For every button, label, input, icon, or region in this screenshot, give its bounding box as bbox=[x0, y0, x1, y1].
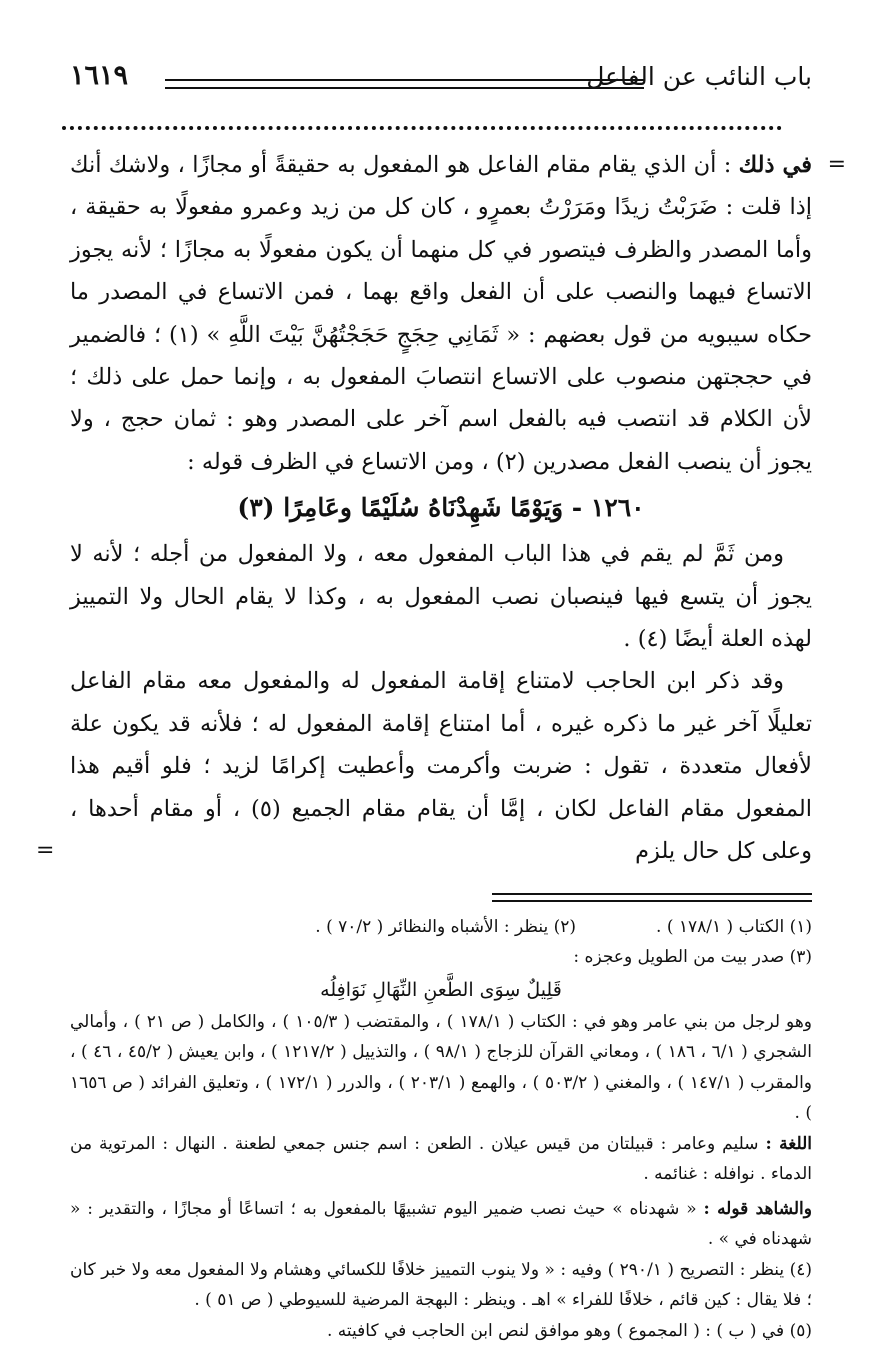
footnote-3-language bbox=[70, 1129, 812, 1190]
lead-phrase: في ذلك bbox=[738, 152, 812, 178]
dotted-separator bbox=[62, 126, 782, 130]
book-page bbox=[36, 60, 846, 1346]
footnote-separator bbox=[492, 893, 812, 902]
paragraph-3 bbox=[36, 660, 812, 872]
chapter-title: باب النائب عن الفاعل bbox=[586, 62, 812, 91]
footnote-3-sources: وهو لرجل من بني عامر وهو في : الكتاب ( ١٧٨/١ ) ، والمقتضب ( ١٠٥/٣ ) ، والكامل ( ص ٢١ ) ، وأمالي الشجري ( ٦/١ ، ١٨٦ ) ، ومعاني القرآن للزجاج ( ٩٨/١ ) ، والتذييل ( ١٢١٧/٢ ) ، وابن يعيش ( ٤٥/٢ ، ٤٦ ) ، والمقرب ( ١٤٧/١ ) ، والمغني ( ٥٠٣/٢ ) ، والهمع ( ٢٠٣/١ ) ، والدرر ( ١٧٢/١ ) ، وتعليق الفرائد ( ص ١٦٥٦ ) . bbox=[70, 1011, 812, 1123]
footnote-3-shahid bbox=[70, 1194, 812, 1255]
paragraph-1-text: : أن الذي يقام مقام الفاعل هو المفعول به حقيقةً أو مجازًا ، ولاشك أنك إذا قلت : ضَرَبْتُ زيدًا ومَرَرْتُ بعمرٍو ، كان كل من زيد وعمرو مفعولًا به حقيقة ، وأما المصدر والظرف فيتصور في كل منهما أن يكون مفعولًا به مجازًا ؛ لأنه يجوز الاتساع فيهما والنصب على أن الفعل واقع بهما ، فمن الاتساع في المصدر ما حكاه سيبويه من قول بعضهم : « ثَمَانِي حِجَجٍ حَجَجْتُهُنَّ بَيْتَ اللَّهِ » (١) ؛ فالضمير في حججتهن منصوب على الاتساع انتصابَ المفعول به ، وإنما حمل على ذلك ؛ لأن الكلام قد انتصب فيه بالفعل اسم آخر على المصدر وهو : ثمان حجج ، ولا يجوز أن ينصب الفعل مصدرين (٢) ، ومن الاتساع في الظرف قوله : bbox=[70, 152, 812, 475]
footnote-5: (٥) في ( ب ) : ( المجموع ) وهو موافق لنص ابن الحاجب في كافيته . bbox=[326, 1320, 812, 1341]
footnotes-row-1-2 bbox=[70, 912, 812, 943]
paragraph-3-text: وقد ذكر ابن الحاجب لامتناع إقامة المفعول له والمفعول معه مقام الفاعل تعليلًا آخر غير ما ذكره غيره ، أما امتناع إقامة المفعول له ؛ فلأنه قد يكون علة لأفعال متعددة ، تقول : ضربت وأكرمت وأعطيت إكرامًا لزيد ؛ فلو أقيم هذا المفعول مقام الفاعل لكان ، إمَّا أن يقام مقام الجميع (٥) ، أو مقام أحدها ، وعلى كل حال يلزم bbox=[70, 668, 812, 865]
language-label: اللغة : bbox=[765, 1133, 813, 1154]
page-header bbox=[70, 62, 812, 102]
shahid-text: « شهدناه » حيث نصب ضمير اليوم تشبيهًا بالمفعول به ؛ اتساعًا أو مجازًا ، والتقدير : « شهدناه في » . bbox=[70, 1198, 812, 1249]
verse-line: ١٢٦٠ - وَيَوْمًا شَهِدْنَاهُ سُلَيْمًا وعَامِرًا (٣) bbox=[237, 493, 645, 523]
shahid-label: والشاهد قوله : bbox=[703, 1198, 812, 1219]
page-number: ١٦١٩ bbox=[70, 60, 129, 91]
continuation-mark-start: = bbox=[827, 152, 846, 177]
footnote-1: (١) الكتاب ( ١٧٨/١ ) . bbox=[656, 916, 812, 937]
language-text: سليم وعامر : قبيلتان من قيس عيلان . الطعن : اسم جنس جمعي لطعنة . النهال : المرتوية من الدماء . نوافله : غنائمه . bbox=[70, 1133, 812, 1184]
main-text bbox=[36, 144, 846, 873]
header-rule bbox=[165, 79, 644, 89]
footnote-3-intro: (٣) صدر بيت من الطويل وعجزه : bbox=[573, 947, 812, 967]
footnote-2: (٢) ينظر : الأشباه والنظائر ( ٧٠/٢ ) . bbox=[315, 916, 577, 937]
footnote-3-hemistich: قَلِيلٌ سِوَى الطَّعنِ النِّهَالِ نَوَافِلُه bbox=[320, 978, 562, 1001]
paragraph-1 bbox=[70, 144, 846, 483]
paragraph-2: ومن ثَمَّ لم يقم في هذا الباب المفعول معه ، ولا المفعول من أجله ؛ لأنه لا يجوز أن يتسع فيها فينصبان نصب المفعول به ، وكذا لا يقام الحال ولا التمييز لهذه العلة أيضًا (٤) . bbox=[70, 541, 812, 653]
continuation-mark-end: = bbox=[36, 838, 55, 864]
footnote-4: (٤) ينظر : التصريح ( ٢٩٠/١ ) وفيه : « ولا ينوب التمييز خلافًا للكسائي وهشام ولا المفعول معه ولا خبر كان ؛ فلا يقال : كين قائم ، خلافًا للفراء » اهـ . وينظر : البهجة المرضية للسيوطي ( ص ٥١ ) . bbox=[70, 1259, 812, 1310]
footnotes bbox=[70, 912, 812, 1347]
